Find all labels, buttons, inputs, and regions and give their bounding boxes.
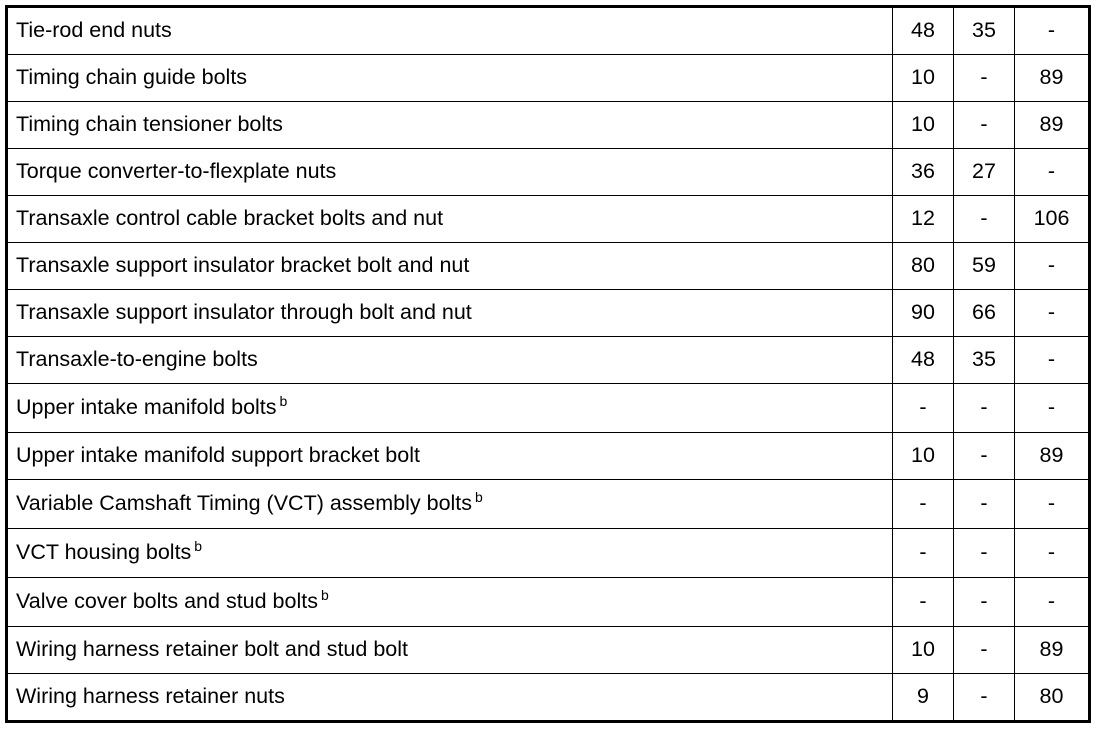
fastener-description: Variable Camshaft Timing (VCT) assembly bolts $^b$	[7, 480, 893, 529]
torque-lb-in: -	[1015, 7, 1090, 55]
torque-lb-in: 89	[1015, 433, 1090, 480]
fastener-description: Transaxle control cable bracket bolts and nut	[7, 196, 893, 243]
torque-nm: 10	[893, 55, 954, 102]
torque-nm: 90	[893, 290, 954, 337]
torque-lb-in: -	[1015, 149, 1090, 196]
torque-nm: 10	[893, 433, 954, 480]
footnote-marker: b	[475, 489, 483, 506]
table-row	[7, 674, 1090, 722]
table-row	[7, 102, 1090, 149]
table-row	[7, 480, 1090, 529]
torque-lb-ft: 66	[954, 290, 1015, 337]
torque-lb-ft: 35	[954, 337, 1015, 384]
torque-lb-ft: -	[954, 627, 1015, 674]
torque-lb-in: 89	[1015, 55, 1090, 102]
table-row	[7, 627, 1090, 674]
torque-lb-ft: -	[954, 196, 1015, 243]
fastener-description: Transaxle support insulator through bolt and nut	[7, 290, 893, 337]
torque-nm: 9	[893, 674, 954, 722]
torque-lb-ft: -	[954, 433, 1015, 480]
table-row	[7, 7, 1090, 55]
table-row	[7, 55, 1090, 102]
torque-nm: 80	[893, 243, 954, 290]
footnote-marker: b	[279, 393, 288, 410]
torque-lb-ft: 35	[954, 7, 1015, 55]
torque-lb-ft: -	[954, 674, 1015, 722]
torque-nm: -	[893, 480, 954, 529]
torque-spec-table	[5, 5, 1091, 723]
torque-lb-in: 89	[1015, 627, 1090, 674]
torque-lb-ft: -	[954, 55, 1015, 102]
torque-lb-in: -	[1015, 529, 1090, 578]
torque-nm: 36	[893, 149, 954, 196]
fastener-description: Wiring harness retainer bolt and stud bolt	[7, 627, 893, 674]
fastener-description: Valve cover bolts and stud bolts $^b$	[7, 578, 893, 627]
fastener-description: Transaxle-to-engine bolts	[7, 337, 893, 384]
fastener-description: Tie-rod end nuts	[7, 7, 893, 55]
fastener-description: Transaxle support insulator bracket bolt and nut	[7, 243, 893, 290]
table-row	[7, 149, 1090, 196]
torque-nm: 10	[893, 627, 954, 674]
footnote-marker: b	[320, 587, 329, 604]
torque-nm: -	[893, 578, 954, 627]
table-row	[7, 578, 1090, 627]
torque-lb-ft: -	[954, 384, 1015, 433]
fastener-description: Upper intake manifold bolts $^b$	[7, 384, 893, 433]
torque-lb-in: 106	[1015, 196, 1090, 243]
torque-lb-in: 80	[1015, 674, 1090, 722]
torque-lb-in: -	[1015, 337, 1090, 384]
fastener-description: Timing chain tensioner bolts	[7, 102, 893, 149]
torque-lb-ft: -	[954, 529, 1015, 578]
torque-lb-ft: 59	[954, 243, 1015, 290]
torque-nm: -	[893, 529, 954, 578]
table-row	[7, 529, 1090, 578]
table-row	[7, 337, 1090, 384]
torque-lb-ft: -	[954, 578, 1015, 627]
torque-nm: 48	[893, 337, 954, 384]
table-row	[7, 384, 1090, 433]
torque-lb-in: -	[1015, 290, 1090, 337]
table-row	[7, 196, 1090, 243]
fastener-description: Timing chain guide bolts	[7, 55, 893, 102]
fastener-description: VCT housing bolts $^b$	[7, 529, 893, 578]
torque-nm: 12	[893, 196, 954, 243]
fastener-description: Torque converter-to-flexplate nuts	[7, 149, 893, 196]
fastener-description: Wiring harness retainer nuts	[7, 674, 893, 722]
torque-lb-ft: 27	[954, 149, 1015, 196]
table-row	[7, 290, 1090, 337]
table-row	[7, 243, 1090, 290]
torque-lb-in: 89	[1015, 102, 1090, 149]
fastener-description: Upper intake manifold support bracket bolt	[7, 433, 893, 480]
torque-nm: 48	[893, 7, 954, 55]
torque-nm: -	[893, 384, 954, 433]
torque-lb-in: -	[1015, 480, 1090, 529]
torque-lb-in: -	[1015, 384, 1090, 433]
footnote-marker: b	[194, 538, 203, 555]
table-row	[7, 433, 1090, 480]
torque-nm: 10	[893, 102, 954, 149]
torque-lb-in: -	[1015, 243, 1090, 290]
torque-spec-body	[7, 7, 1090, 722]
torque-lb-ft: -	[954, 480, 1015, 529]
torque-lb-ft: -	[954, 102, 1015, 149]
torque-lb-in: -	[1015, 578, 1090, 627]
